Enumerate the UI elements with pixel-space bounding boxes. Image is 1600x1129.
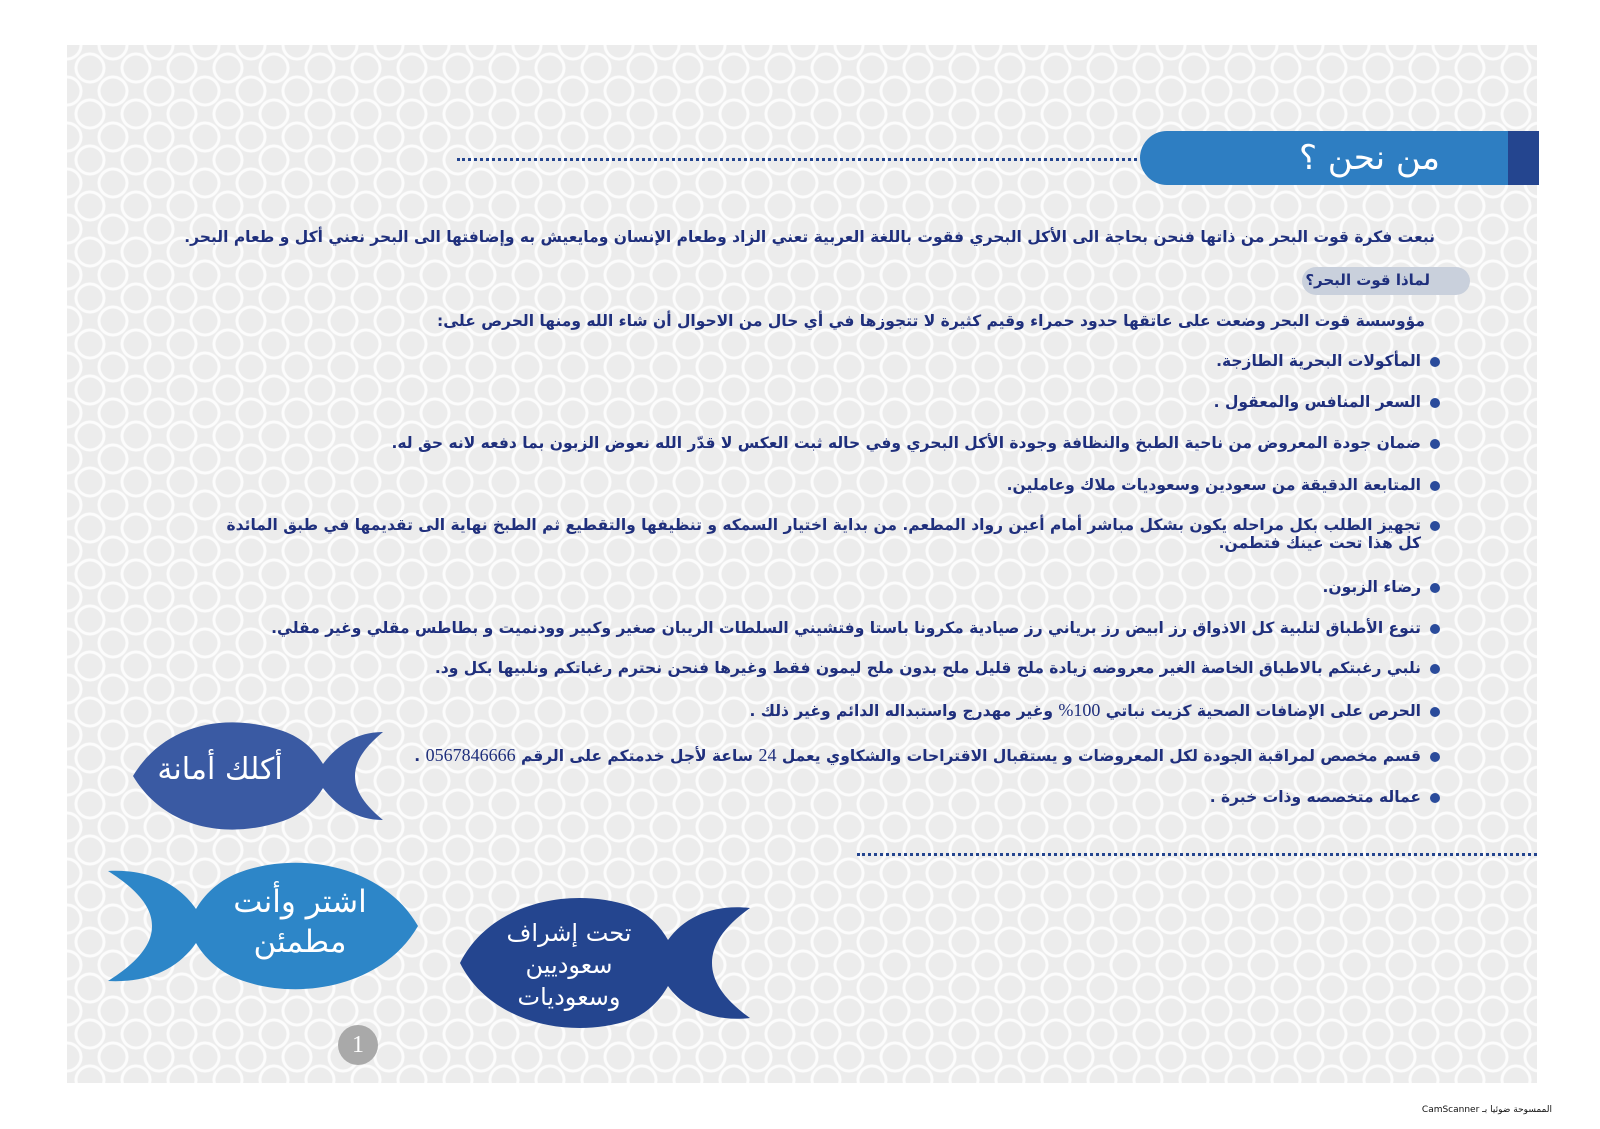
list-item: قسم مخصص لمراقبة الجودة لكل المعروضات و يستقبال الاقتراحات والشكاوي يعمل 24 ساعة لأجل خدمتكم على الرقم 0567846666 .	[414, 745, 1440, 766]
bullet-dot-icon	[1430, 357, 1440, 367]
bullet-dot-icon	[1430, 624, 1440, 634]
footer-dotted-divider	[857, 853, 1537, 856]
fish-buy-label: اشتر وأنت مطمئن	[233, 884, 367, 960]
header-dotted-divider	[457, 158, 1137, 161]
why-label: لماذا قوت البحر؟	[1305, 271, 1430, 289]
list-item: المتابعة الدقيقة من سعودين وسعوديات ملاك وعاملين.	[1007, 476, 1440, 494]
bullet-dot-icon	[1430, 752, 1440, 762]
bullet-dot-icon	[1430, 439, 1440, 449]
list-item: تنوع الأطباق لتلبية كل الاذواق رز ابيض رز برياني رز صيادية مكرونا باستا وفتشيني السلطات الريبان صغير وكبير وودنميت و بطاطس مقلي وغير مقلي.	[271, 619, 1440, 637]
list-item: نلبي رغبتكم بالاطباق الخاصة الغير معروضه زيادة ملح قليل ملح بدون ملح ليمون فقط وغيرها فنحن نحترم رغباتكم ونلبيها بكل ود.	[435, 659, 1440, 677]
bullet-dot-icon	[1430, 583, 1440, 593]
bullet-dot-icon	[1430, 521, 1440, 531]
list-item: ضمان جودة المعروض من ناحية الطبخ والنظافة وجودة الأكل البحري وفي حاله ثبت العكس لا قدّر الله نعوض الزبون بما دفعه لانه حق له.	[391, 434, 1440, 452]
list-item-continuation: كل هذا تحت عينك فتطمن.	[1218, 534, 1421, 552]
bullet-dot-icon	[1430, 398, 1440, 408]
bullet-dot-icon	[1430, 481, 1440, 491]
list-item: المأكولات البحرية الطازجة.	[1216, 352, 1440, 370]
scanner-watermark: الممسوحة ضوئيا بـ CamScanner	[1421, 1105, 1552, 1115]
bullet-dot-icon	[1430, 664, 1440, 674]
list-item: عماله متخصصه وذات خبرة .	[1210, 788, 1440, 806]
list-item: السعر المنافس والمعقول .	[1214, 393, 1440, 411]
page-number: 1	[338, 1025, 378, 1065]
bullet-dot-icon	[1430, 793, 1440, 803]
intro-paragraph: نبعت فكرة قوت البحر من ذاتها فنحن بحاجة الى الأكل البحري فقوت باللغة العربية تعني الزاد وطعام الإنسان ومايعيش به وإضافتها الى البحر نعني أكل و طعام البحر.	[184, 228, 1435, 246]
list-item: رضاء الزبون.	[1323, 578, 1440, 596]
fish-supervision-label: تحت إشراف سعوديين وسعوديات	[506, 919, 632, 1011]
page-title: من نحن ؟	[1298, 138, 1440, 178]
list-item: الحرص على الإضافات الصحية كزيت نباتي 100% وغير مهدرج واستبداله الدائم وغير ذلك .	[750, 700, 1440, 721]
bullet-dot-icon	[1430, 707, 1440, 717]
values-lead-text: مؤوسسة قوت البحر وضعت على عاتقها حدود حمراء وقيم كثيرة لا تتجوزها في أي حال من الاحوال أن شاء الله ومنها الحرص على:	[437, 312, 1425, 330]
fish-trust-label: أكلك أمانة	[157, 752, 283, 787]
phone-number: 0567846666	[425, 745, 516, 765]
list-item: تجهيز الطلب بكل مراحله يكون بشكل مباشر أمام أعين رواد المطعم. من بداية اختيار السمكه و تنظيفها والتقطيع ثم الطبخ نهاية الى تقديمها في طبق المائدة كل هذا تحت عينك فتطمن.	[227, 516, 1440, 552]
title-banner-accent	[1508, 131, 1539, 185]
